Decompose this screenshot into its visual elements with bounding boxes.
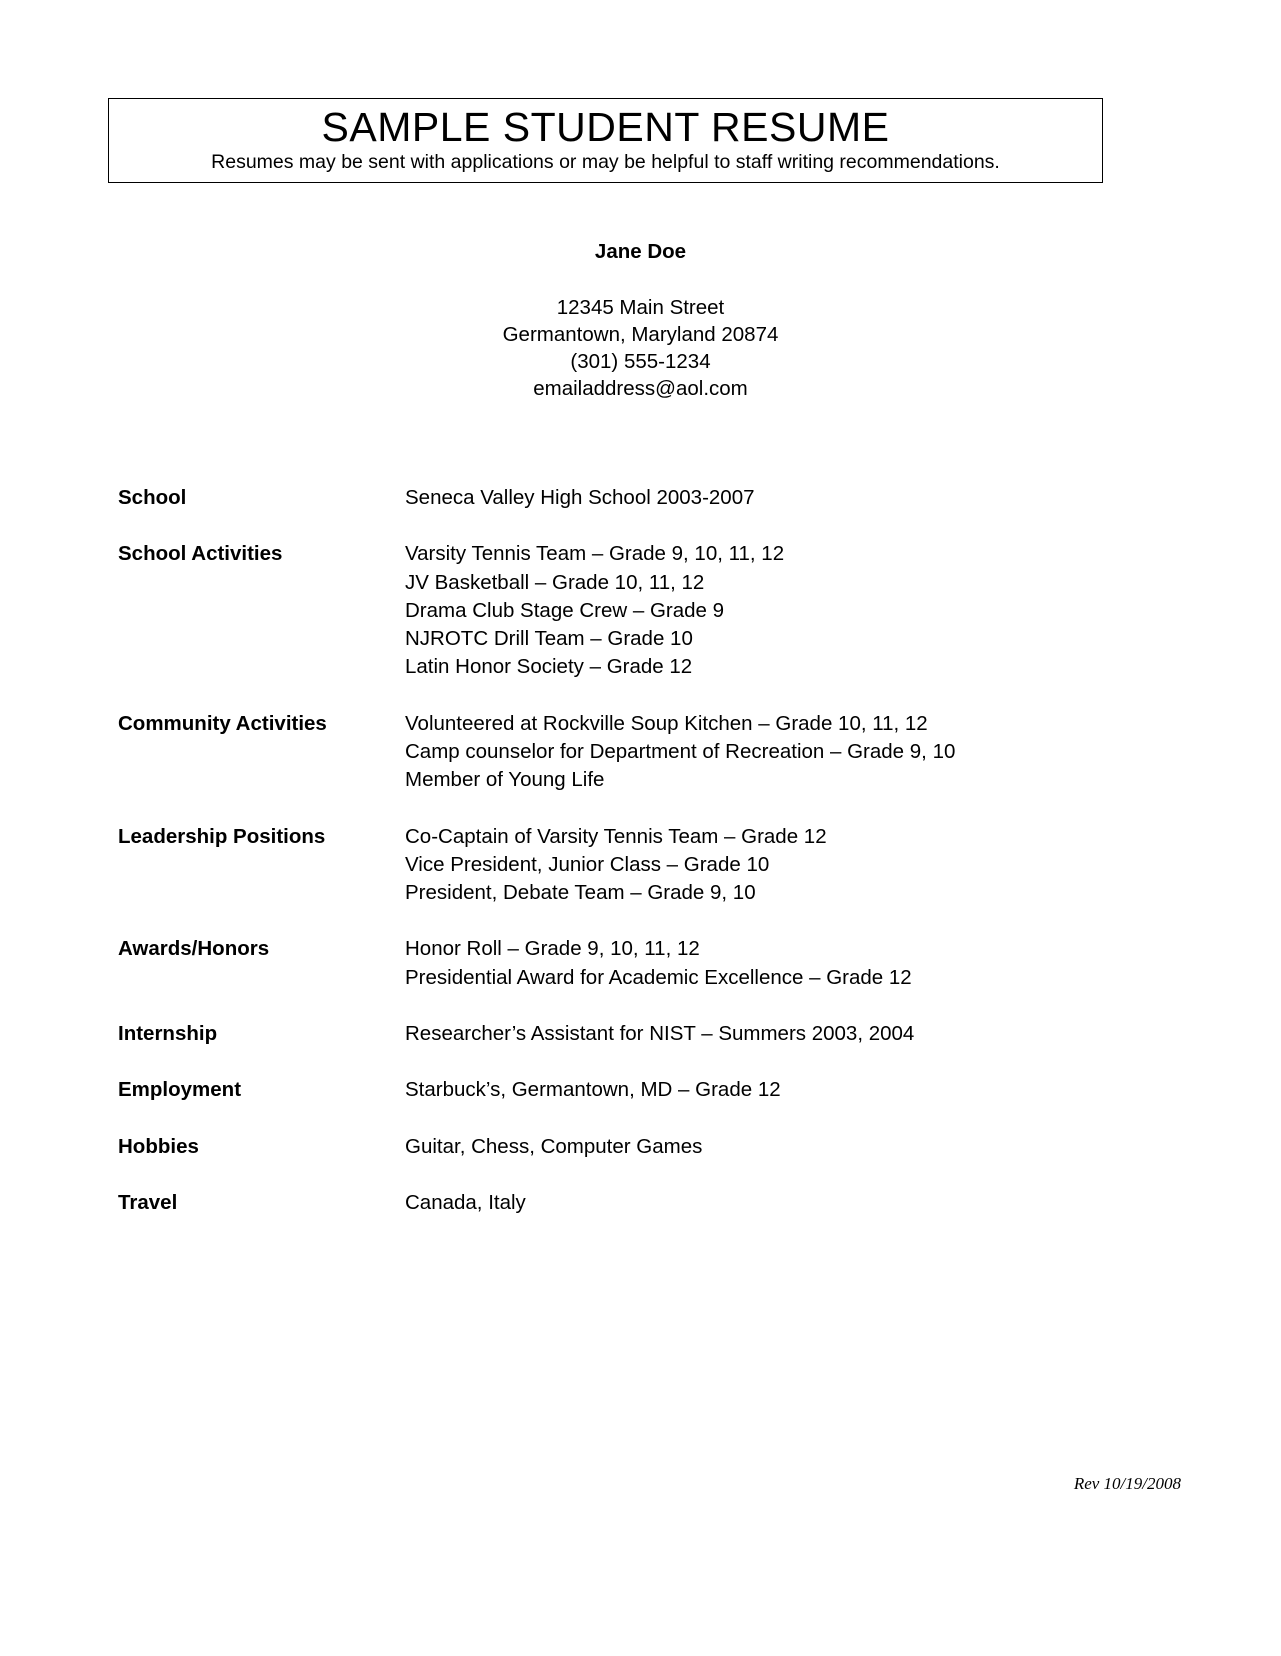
- identity-block: [0, 240, 1281, 403]
- resume-sections: [118, 484, 1178, 1245]
- contact-email: emailaddress@aol.com: [533, 377, 748, 401]
- section-label: Awards/Honors: [118, 937, 270, 961]
- section-entry: Varsity Tennis Team – Grade 9, 10, 11, 12: [405, 542, 785, 566]
- contact-phone: (301) 555-1234: [570, 350, 711, 374]
- section-entry: Co-Captain of Varsity Tennis Team – Grade 12: [405, 824, 827, 848]
- section-content: [405, 1133, 1178, 1161]
- section-entry: Latin Honor Society – Grade 12: [405, 655, 693, 679]
- section-entry: Volunteered at Rockville Soup Kitchen – Grade 10, 11, 12: [405, 711, 928, 735]
- resume-row: [118, 540, 1178, 681]
- section-entry: Vice President, Junior Class – Grade 10: [405, 852, 770, 876]
- resume-row: [118, 1076, 1178, 1104]
- resume-row: [118, 1020, 1178, 1048]
- section-content: [405, 540, 1178, 681]
- section-entry: Canada, Italy: [405, 1190, 526, 1214]
- section-entry: President, Debate Team – Grade 9, 10: [405, 881, 756, 905]
- header-subtitle: Resumes may be sent with applications or may be helpful to staff writing recommendations.: [211, 151, 1000, 174]
- contact-street: 12345 Main Street: [556, 295, 725, 319]
- applicant-name: Jane Doe: [594, 240, 687, 263]
- section-label: Hobbies: [118, 1134, 199, 1158]
- resume-row: [118, 1189, 1178, 1217]
- section-label: Travel: [118, 1190, 178, 1214]
- section-content: [405, 484, 1178, 512]
- section-content: [405, 710, 1178, 795]
- resume-row: [118, 1133, 1178, 1161]
- section-content: [405, 1189, 1178, 1217]
- section-content: [405, 935, 1178, 992]
- section-entry: Drama Club Stage Crew – Grade 9: [405, 598, 725, 622]
- section-label: Community Activities: [118, 711, 327, 735]
- section-label: Employment: [118, 1078, 242, 1102]
- section-label: School Activities: [118, 542, 283, 566]
- section-entry: Guitar, Chess, Computer Games: [405, 1134, 703, 1158]
- section-entry: Researcher’s Assistant for NIST – Summers 2003, 2004: [405, 1021, 915, 1045]
- resume-row: [118, 710, 1178, 795]
- contact-city-state-zip: Germantown, Maryland 20874: [502, 322, 779, 346]
- section-label: School: [118, 486, 187, 509]
- section-entry: Camp counselor for Department of Recreation – Grade 9, 10: [405, 739, 956, 763]
- section-label: Leadership Positions: [118, 824, 326, 848]
- resume-row: [118, 823, 1178, 908]
- page-title: SAMPLE STUDENT RESUME: [321, 104, 890, 150]
- resume-row: [118, 484, 1178, 512]
- revision-note: Rev 10/19/2008: [1073, 1474, 1181, 1493]
- section-entry: NJROTC Drill Team – Grade 10: [405, 627, 693, 651]
- contact-info: [0, 294, 1281, 403]
- resume-row: [118, 935, 1178, 992]
- section-entry: JV Basketball – Grade 10, 11, 12: [405, 570, 705, 594]
- section-entry: Presidential Award for Academic Excellence – Grade 12: [405, 965, 912, 989]
- section-entry: Honor Roll – Grade 9, 10, 11, 12: [405, 937, 700, 961]
- section-entry: Starbuck’s, Germantown, MD – Grade 12: [405, 1078, 781, 1102]
- section-content: [405, 823, 1178, 908]
- section-content: [405, 1020, 1178, 1048]
- section-content: [405, 1076, 1178, 1104]
- section-entry: Seneca Valley High School 2003-2007: [405, 486, 755, 509]
- section-entry: Member of Young Life: [405, 768, 605, 792]
- section-label: Internship: [118, 1021, 218, 1045]
- header-banner: [108, 98, 1103, 183]
